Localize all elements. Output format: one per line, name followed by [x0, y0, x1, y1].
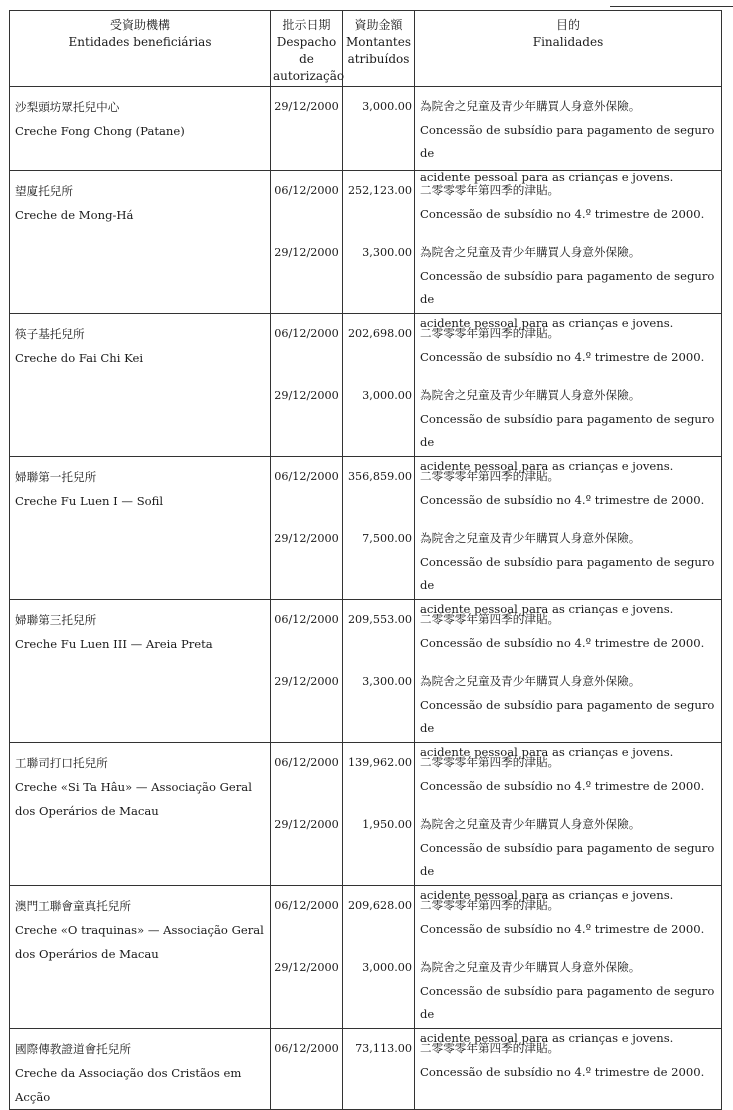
- grant-date: 29/12/2000: [274, 675, 339, 688]
- grant-date: 29/12/2000: [274, 961, 339, 974]
- header-amount-pt2: atribuídos: [347, 52, 410, 66]
- entity-name-zh: 婦聯第三托兒所: [15, 613, 97, 627]
- amount-cell: [343, 314, 415, 457]
- amount-cell: [343, 600, 415, 743]
- purpose-pt-line1: Concessão de subsídio para pagamento de seguro de: [420, 411, 715, 449]
- entity-cell: [10, 87, 271, 171]
- entity-name-pt: Creche Fu Luen III — Areia Preta: [15, 637, 213, 651]
- purpose-zh: 為院舍之兒童及青少年購買人身意外保險。: [420, 674, 641, 688]
- purpose-pt-line1: Concessão de subsídio no 4.º trimestre de 2000.: [420, 349, 705, 364]
- entity-cell: [10, 600, 271, 743]
- date-cell: [271, 886, 343, 1029]
- entity-cell: [10, 314, 271, 457]
- entity-name-zh: 澳門工聯會童真托兒所: [15, 899, 131, 913]
- entity-name-zh: 沙梨頭坊眾托兒中心: [15, 100, 120, 114]
- header-amount: [343, 11, 415, 87]
- table-header-row: [10, 11, 722, 87]
- grant-amount: 3,000.00: [362, 100, 412, 113]
- entity-name-pt: Creche da Associação dos Cristãos em Acção: [15, 1066, 242, 1104]
- purpose-pt-line1: Concessão de subsídio para pagamento de seguro de: [420, 840, 715, 878]
- purpose-zh: 為院舍之兒童及青少年購買人身意外保險。: [420, 388, 641, 402]
- purpose-zh: 為院舍之兒童及青少年購買人身意外保險。: [420, 817, 641, 831]
- header-date: [271, 11, 343, 87]
- header-purpose-pt: Finalidades: [532, 35, 604, 49]
- grant-date: 06/12/2000: [274, 184, 339, 197]
- entity-name-zh: 國際傳教證道會托兒所: [15, 1042, 131, 1056]
- purpose-pt-line1: Concessão de subsídio no 4.º trimestre de 2000.: [420, 921, 705, 936]
- grant-date: 06/12/2000: [274, 470, 339, 483]
- entity-name-pt: Creche de Mong-Há: [15, 208, 134, 222]
- header-entity: [10, 11, 271, 87]
- table-row: [10, 171, 722, 314]
- grant-date: 06/12/2000: [274, 899, 339, 912]
- purpose-pt-line1: Concessão de subsídio no 4.º trimestre de 2000.: [420, 778, 705, 793]
- purpose-pt-line2: acidente pessoal para as crianças e jovens.: [420, 1030, 674, 1045]
- grant-amount: 3,000.00: [362, 961, 412, 974]
- grant-date: 29/12/2000: [274, 100, 339, 113]
- purpose-pt-line1: Concessão de subsídio para pagamento de seguro de: [420, 554, 715, 592]
- entity-name-pt: Creche «Si Ta Hâu» — Associação Geral dos Operários de Macau: [15, 780, 252, 818]
- purpose-zh: 為院舍之兒童及青少年購買人身意外保險。: [420, 531, 641, 545]
- header-date-zh: 批示日期: [282, 18, 331, 32]
- top-rule: [610, 6, 733, 7]
- header-entity-pt: Entidades beneficiárias: [68, 35, 212, 49]
- table-row: [10, 87, 722, 171]
- purpose-pt-line1: Concessão de subsídio para pagamento de seguro de: [420, 122, 715, 160]
- grant-date: 29/12/2000: [274, 389, 339, 402]
- entity-cell: [10, 457, 271, 600]
- grant-amount: 3,000.00: [362, 389, 412, 402]
- date-cell: [271, 171, 343, 314]
- date-cell: [271, 600, 343, 743]
- grant-amount: 252,123.00: [347, 184, 412, 197]
- date-cell: [271, 457, 343, 600]
- grant-purpose: [415, 519, 721, 616]
- purpose-zh: 二零零零年第四季的津貼。: [420, 755, 560, 769]
- grant-purpose: [415, 805, 721, 902]
- grant-date: 29/12/2000: [274, 818, 339, 831]
- grant-amount: 3,300.00: [362, 246, 412, 259]
- entity-cell: [10, 743, 271, 886]
- grant-purpose: [415, 662, 721, 759]
- date-cell: [271, 743, 343, 886]
- amount-cell: [343, 87, 415, 171]
- purpose-pt-line2: acidente pessoal para as crianças e jovens.: [420, 887, 674, 902]
- amount-cell: [343, 457, 415, 600]
- purpose-pt-line2: acidente pessoal para as crianças e jovens.: [420, 458, 674, 473]
- date-cell: [271, 314, 343, 457]
- grant-purpose: [415, 948, 721, 1045]
- header-purpose-zh: 目的: [555, 18, 580, 32]
- grant-amount: 209,553.00: [347, 613, 412, 626]
- purpose-zh: 二零零零年第四季的津貼。: [420, 469, 560, 483]
- grant-date: 06/12/2000: [274, 613, 339, 626]
- purpose-zh: 為院舍之兒童及青少年購買人身意外保險。: [420, 245, 641, 259]
- purpose-pt-line2: acidente pessoal para as crianças e jovens.: [420, 169, 674, 184]
- entity-cell: [10, 886, 271, 1029]
- purpose-zh: 為院舍之兒童及青少年購買人身意外保險。: [420, 960, 641, 974]
- header-date-pt1: Despacho de: [276, 35, 337, 66]
- purpose-zh: 二零零零年第四季的津貼。: [420, 183, 560, 197]
- grant-amount: 356,859.00: [347, 470, 412, 483]
- amount-cell: [343, 886, 415, 1029]
- entity-cell: [10, 1029, 271, 1110]
- purpose-cell: [415, 87, 722, 184]
- entity-name-pt: Creche Fong Chong (Patane): [15, 124, 185, 138]
- entity-name-pt: Creche Fu Luen I — Sofil: [15, 494, 164, 508]
- grant-date: 06/12/2000: [274, 1042, 339, 1055]
- grant-purpose: [415, 87, 721, 184]
- header-amount-pt1: Montantes: [345, 35, 412, 49]
- purpose-zh: 二零零零年第四季的津貼。: [420, 1041, 560, 1055]
- entity-name-zh: 工聯司打口托兒所: [15, 756, 108, 770]
- entity-name-pt: Creche do Fai Chi Kei: [15, 351, 144, 365]
- purpose-zh: 為院舍之兒童及青少年購買人身意外保險。: [420, 99, 641, 113]
- purpose-cell: [415, 171, 722, 330]
- grant-date: 06/12/2000: [274, 756, 339, 769]
- subsidy-table: [9, 10, 722, 1110]
- entity-name-zh: 望廈托兒所: [15, 184, 73, 198]
- amount-cell: [343, 171, 415, 314]
- grant-amount: 202,698.00: [347, 327, 412, 340]
- purpose-pt-line2: acidente pessoal para as crianças e jovens.: [420, 315, 674, 330]
- grant-amount: 209,628.00: [347, 899, 412, 912]
- date-cell: [271, 1029, 343, 1110]
- entity-name-zh: 筷子基托兒所: [15, 327, 85, 341]
- grant-amount: 73,113.00: [355, 1042, 412, 1055]
- purpose-zh: 二零零零年第四季的津貼。: [420, 326, 560, 340]
- entity-cell: [10, 171, 271, 314]
- grant-amount: 139,962.00: [347, 756, 412, 769]
- purpose-pt-line1: Concessão de subsídio no 4.º trimestre de 2000.: [420, 206, 705, 221]
- grant-date: 29/12/2000: [274, 532, 339, 545]
- grant-amount: 1,950.00: [362, 818, 412, 831]
- amount-cell: [343, 1029, 415, 1110]
- entity-name-pt: Creche «O traquinas» — Associação Geral dos Operários de Macau: [15, 923, 264, 961]
- entity-name-zh: 婦聯第一托兒所: [15, 470, 97, 484]
- grant-date: 06/12/2000: [274, 327, 339, 340]
- grant-amount: 3,300.00: [362, 675, 412, 688]
- purpose-pt-line1: Concessão de subsídio no 4.º trimestre de 2000.: [420, 492, 705, 507]
- purpose-pt-line1: Concessão de subsídio no 4.º trimestre de 2000.: [420, 635, 705, 650]
- purpose-pt-line2: acidente pessoal para as crianças e jovens.: [420, 601, 674, 616]
- grant-amount: 7,500.00: [362, 532, 412, 545]
- purpose-zh: 二零零零年第四季的津貼。: [420, 612, 560, 626]
- grant-purpose: [415, 376, 721, 473]
- purpose-zh: 二零零零年第四季的津貼。: [420, 898, 560, 912]
- grant-purpose: [415, 233, 721, 330]
- purpose-pt-line1: Concessão de subsídio para pagamento de seguro de: [420, 983, 715, 1021]
- header-purpose: [415, 11, 722, 87]
- purpose-pt-line1: Concessão de subsídio no 4.º trimestre de 2000.: [420, 1064, 705, 1079]
- date-cell: [271, 87, 343, 171]
- header-amount-zh: 資助金額: [354, 18, 403, 32]
- header-date-pt2: autorização: [273, 69, 345, 83]
- purpose-pt-line1: Concessão de subsídio para pagamento de seguro de: [420, 268, 715, 306]
- amount-cell: [343, 743, 415, 886]
- grant-date: 29/12/2000: [274, 246, 339, 259]
- header-entity-zh: 受資助機構: [109, 18, 170, 32]
- purpose-pt-line1: Concessão de subsídio para pagamento de seguro de: [420, 697, 715, 735]
- purpose-pt-line2: acidente pessoal para as crianças e jovens.: [420, 744, 674, 759]
